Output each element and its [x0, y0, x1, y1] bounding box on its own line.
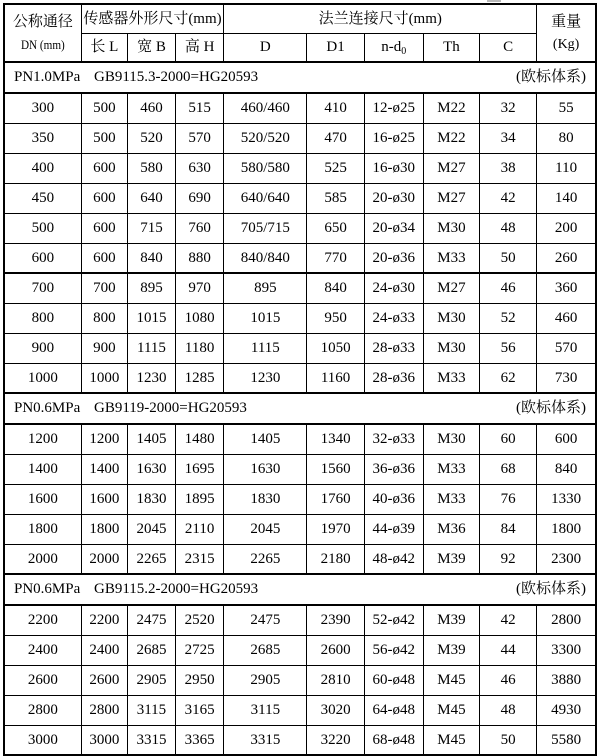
cell-flange-d: 1015: [224, 303, 307, 333]
flange-dimension-table: [3, 3, 597, 756]
cell-weight: 55: [537, 93, 596, 123]
cell-weight: 200: [537, 213, 596, 243]
cell-dn: 2800: [4, 695, 81, 725]
cell-flange-d: 2905: [224, 665, 307, 695]
cell-thread-th: M30: [423, 213, 479, 243]
cell-weight: 360: [537, 273, 596, 303]
cell-dn: 1800: [4, 514, 81, 544]
cell-length-l: 500: [81, 123, 127, 153]
cell-bolt-holes: 56-ø42: [364, 635, 423, 665]
cell-weight: 80: [537, 123, 596, 153]
cell-height-h: 3165: [176, 695, 224, 725]
cell-width-b: 460: [127, 93, 175, 123]
cell-height-h: 515: [176, 93, 224, 123]
cell-length-l: 1800: [81, 514, 127, 544]
cell-flange-d: 580/580: [224, 153, 307, 183]
section-header-content: [5, 69, 595, 86]
cell-c: 52: [480, 303, 537, 333]
table-row-dn-2000: [4, 544, 596, 574]
cell-thread-th: M27: [423, 153, 479, 183]
cell-height-h: 1080: [176, 303, 224, 333]
cell-c: 38: [480, 153, 537, 183]
cell-flange-d: 2045: [224, 514, 307, 544]
cell-length-l: 2000: [81, 544, 127, 574]
table-row-dn-400: [4, 153, 596, 183]
cell-length-l: 600: [81, 213, 127, 243]
col-header-flange-d: D: [224, 33, 307, 62]
cell-c: 56: [480, 333, 537, 363]
cell-flange-d: 1830: [224, 484, 307, 514]
cell-flange-d: 1405: [224, 424, 307, 454]
table-row-dn-1000: [4, 363, 596, 393]
cell-height-h: 760: [176, 213, 224, 243]
cell-flange-d1: 770: [307, 243, 364, 273]
cell-dn: 900: [4, 333, 81, 363]
cell-flange-d1: 840: [307, 273, 364, 303]
table-row-dn-900: [4, 333, 596, 363]
cell-width-b: 1630: [127, 454, 175, 484]
cell-bolt-holes: 24-ø30: [364, 273, 423, 303]
table-row-dn-300: [4, 93, 596, 123]
cell-weight: 2800: [537, 605, 596, 635]
table-row-dn-3000: [4, 725, 596, 755]
cell-width-b: 715: [127, 213, 175, 243]
table-row-dn-1200: [4, 424, 596, 454]
cell-length-l: 1200: [81, 424, 127, 454]
cell-height-h: 3365: [176, 725, 224, 755]
cell-dn: 600: [4, 243, 81, 273]
header-subcolumn-row: [4, 33, 596, 62]
cell-dn: 1600: [4, 484, 81, 514]
cell-flange-d: 640/640: [224, 183, 307, 213]
cell-thread-th: M45: [423, 725, 479, 755]
col-header-dn: [4, 4, 81, 62]
cell-c: 46: [480, 273, 537, 303]
cell-flange-d1: 3020: [307, 695, 364, 725]
section-header-row: [4, 62, 596, 93]
table-row-dn-2800: [4, 695, 596, 725]
cell-dn: 500: [4, 213, 81, 243]
cell-length-l: 600: [81, 183, 127, 213]
cell-dn: 350: [4, 123, 81, 153]
cell-thread-th: M33: [423, 243, 479, 273]
cell-height-h: 630: [176, 153, 224, 183]
cell-width-b: 1230: [127, 363, 175, 393]
cell-height-h: 1695: [176, 454, 224, 484]
section-standard-note: (欧标体系): [516, 400, 586, 417]
section-header-content: [5, 581, 595, 598]
cell-c: 50: [480, 243, 537, 273]
cell-weight: 1800: [537, 514, 596, 544]
cell-thread-th: M33: [423, 484, 479, 514]
cell-weight: 3880: [537, 665, 596, 695]
section-header-cell: [4, 62, 596, 93]
cell-length-l: 2400: [81, 635, 127, 665]
cell-thread-th: M36: [423, 514, 479, 544]
cell-thread-th: M30: [423, 424, 479, 454]
cell-flange-d: 3115: [224, 695, 307, 725]
cell-length-l: 2200: [81, 605, 127, 635]
cell-c: 92: [480, 544, 537, 574]
section-header-cell: [4, 574, 596, 605]
cell-bolt-holes: 48-ø42: [364, 544, 423, 574]
header-group-row: [4, 4, 596, 33]
table-row-dn-700: [4, 273, 596, 303]
col-header-length-l: 长 L: [81, 33, 127, 62]
cell-c: 48: [480, 695, 537, 725]
cell-flange-d1: 2390: [307, 605, 364, 635]
cell-dn: 2600: [4, 665, 81, 695]
cell-length-l: 900: [81, 333, 127, 363]
cell-dn: 3000: [4, 725, 81, 755]
cell-dn: 2400: [4, 635, 81, 665]
cell-bolt-holes: 40-ø36: [364, 484, 423, 514]
cell-flange-d: 2475: [224, 605, 307, 635]
cell-bolt-holes: 20-ø36: [364, 243, 423, 273]
cell-bolt-holes: 12-ø25: [364, 93, 423, 123]
cell-flange-d1: 3220: [307, 725, 364, 755]
section-header-cell: [4, 393, 596, 424]
col-header-weight: [537, 4, 596, 62]
cell-weight: 2300: [537, 544, 596, 574]
table-row-dn-500: [4, 213, 596, 243]
cell-thread-th: M27: [423, 183, 479, 213]
cell-height-h: 690: [176, 183, 224, 213]
section-standard-code: GB9119-2000=HG20593: [94, 400, 247, 417]
cell-c: 34: [480, 123, 537, 153]
cell-bolt-holes: 16-ø25: [364, 123, 423, 153]
cell-weight: 4930: [537, 695, 596, 725]
cell-width-b: 895: [127, 273, 175, 303]
cell-height-h: 1480: [176, 424, 224, 454]
cell-flange-d1: 2600: [307, 635, 364, 665]
table-row-dn-2200: [4, 605, 596, 635]
cell-length-l: 800: [81, 303, 127, 333]
cell-c: 32: [480, 93, 537, 123]
section-pressure-rating: PN0.6MPa: [14, 400, 81, 417]
cell-flange-d1: 410: [307, 93, 364, 123]
cell-width-b: 1830: [127, 484, 175, 514]
table-row-dn-350: [4, 123, 596, 153]
cell-flange-d: 520/520: [224, 123, 307, 153]
cell-width-b: 3315: [127, 725, 175, 755]
table-row-dn-450: [4, 183, 596, 213]
cell-c: 48: [480, 213, 537, 243]
cell-bolt-holes: 64-ø48: [364, 695, 423, 725]
cell-bolt-holes: 32-ø33: [364, 424, 423, 454]
cell-c: 76: [480, 484, 537, 514]
cell-thread-th: M39: [423, 544, 479, 574]
cell-dn: 1000: [4, 363, 81, 393]
cell-flange-d: 2265: [224, 544, 307, 574]
cell-flange-d1: 2810: [307, 665, 364, 695]
col-header-bolt-holes: $n-d_0$: [364, 33, 423, 62]
section-header-row: [4, 393, 596, 424]
cell-thread-th: M39: [423, 605, 479, 635]
cell-c: 68: [480, 454, 537, 484]
col-header-weight-title: 重量: [551, 13, 582, 30]
cell-weight: 5580: [537, 725, 596, 755]
cell-bolt-holes: 52-ø42: [364, 605, 423, 635]
cell-bolt-holes: 24-ø33: [364, 303, 423, 333]
cell-c: 44: [480, 635, 537, 665]
table-row-dn-2400: [4, 635, 596, 665]
cell-dn: 800: [4, 303, 81, 333]
cell-c: 42: [480, 605, 537, 635]
cell-bolt-holes: 36-ø36: [364, 454, 423, 484]
cell-weight: 570: [537, 333, 596, 363]
cell-length-l: 3000: [81, 725, 127, 755]
cell-length-l: 1600: [81, 484, 127, 514]
section-standard-code: GB9115.2-2000=HG20593: [94, 581, 259, 598]
cell-dn: 2000: [4, 544, 81, 574]
cell-width-b: 580: [127, 153, 175, 183]
cell-weight: 460: [537, 303, 596, 333]
col-header-flange-d1: D1: [307, 33, 364, 62]
cell-flange-d1: 470: [307, 123, 364, 153]
col-header-dn-title: 公称通径: [12, 14, 73, 31]
cell-width-b: 1405: [127, 424, 175, 454]
cell-weight: 3300: [537, 635, 596, 665]
section-header-row: [4, 574, 596, 605]
col-header-weight-unit: (Kg): [552, 37, 580, 53]
cell-flange-d: 895: [224, 273, 307, 303]
table-row-dn-1400: [4, 454, 596, 484]
table-row-dn-800: [4, 303, 596, 333]
cell-flange-d1: 650: [307, 213, 364, 243]
cell-length-l: 600: [81, 243, 127, 273]
cell-width-b: 2265: [127, 544, 175, 574]
section-standard-note: (欧标体系): [516, 69, 586, 86]
cell-dn: 700: [4, 273, 81, 303]
cell-length-l: 2800: [81, 695, 127, 725]
cell-dn: 400: [4, 153, 81, 183]
cell-thread-th: M33: [423, 454, 479, 484]
cell-flange-d1: 1340: [307, 424, 364, 454]
cropped-text-artifact: [487, 0, 501, 2]
group-header-flange-dimensions: 法兰连接尺寸(mm): [224, 4, 537, 33]
col-header-thread-th: Th: [423, 33, 479, 62]
cell-length-l: 500: [81, 93, 127, 123]
cell-flange-d1: 1760: [307, 484, 364, 514]
cell-flange-d1: 585: [307, 183, 364, 213]
cell-flange-d: 705/715: [224, 213, 307, 243]
col-header-c: C: [480, 33, 537, 62]
col-header-subscript: 0: [401, 46, 407, 57]
cell-height-h: 1285: [176, 363, 224, 393]
cell-width-b: 2045: [127, 514, 175, 544]
cell-weight: 110: [537, 153, 596, 183]
cell-bolt-holes: 20-ø34: [364, 213, 423, 243]
cell-thread-th: M45: [423, 665, 479, 695]
cell-width-b: 2475: [127, 605, 175, 635]
table-row-dn-600: [4, 243, 596, 273]
cell-weight: 730: [537, 363, 596, 393]
col-header-dn-unit: DN (mm): [20, 36, 65, 52]
cell-bolt-holes: 60-ø48: [364, 665, 423, 695]
col-header-width-b: 宽 B: [127, 33, 175, 62]
cell-c: 50: [480, 725, 537, 755]
cell-c: 60: [480, 424, 537, 454]
cell-c: 62: [480, 363, 537, 393]
cell-weight: 840: [537, 454, 596, 484]
cell-bolt-holes: 28-ø36: [364, 363, 423, 393]
cell-dn: 1200: [4, 424, 81, 454]
cell-height-h: 570: [176, 123, 224, 153]
cell-bolt-holes: 68-ø48: [364, 725, 423, 755]
cell-width-b: 2685: [127, 635, 175, 665]
cell-thread-th: M22: [423, 93, 479, 123]
cell-flange-d: 1230: [224, 363, 307, 393]
cell-dn: 1400: [4, 454, 81, 484]
cell-thread-th: M45: [423, 695, 479, 725]
section-standard-code: GB9115.3-2000=HG20593: [94, 69, 259, 86]
cell-height-h: 970: [176, 273, 224, 303]
cell-thread-th: M39: [423, 635, 479, 665]
cell-thread-th: M22: [423, 123, 479, 153]
cell-width-b: 520: [127, 123, 175, 153]
cell-weight: 1330: [537, 484, 596, 514]
cell-flange-d1: 1050: [307, 333, 364, 363]
cell-length-l: 1000: [81, 363, 127, 393]
cell-flange-d: 840/840: [224, 243, 307, 273]
cell-c: 46: [480, 665, 537, 695]
cell-height-h: 2520: [176, 605, 224, 635]
table-row-dn-1600: [4, 484, 596, 514]
cell-bolt-holes: 44-ø39: [364, 514, 423, 544]
cell-height-h: 1180: [176, 333, 224, 363]
cell-flange-d: 460/460: [224, 93, 307, 123]
cell-height-h: 1895: [176, 484, 224, 514]
cell-dn: 450: [4, 183, 81, 213]
cell-weight: 600: [537, 424, 596, 454]
cell-weight: 260: [537, 243, 596, 273]
cell-height-h: 2315: [176, 544, 224, 574]
cell-bolt-holes: 16-ø30: [364, 153, 423, 183]
cell-thread-th: M27: [423, 273, 479, 303]
cell-height-h: 2110: [176, 514, 224, 544]
cell-length-l: 2600: [81, 665, 127, 695]
cell-width-b: 2905: [127, 665, 175, 695]
cell-length-l: 600: [81, 153, 127, 183]
cell-dn: 2200: [4, 605, 81, 635]
section-header-content: [5, 400, 595, 417]
group-header-sensor-dimensions: 传感器外形尺寸(mm): [81, 4, 223, 33]
section-pressure-rating: PN0.6MPa: [14, 581, 81, 598]
table-row-dn-2600: [4, 665, 596, 695]
cell-flange-d1: 1160: [307, 363, 364, 393]
cell-width-b: 1115: [127, 333, 175, 363]
cell-flange-d1: 950: [307, 303, 364, 333]
cell-width-b: 840: [127, 243, 175, 273]
section-standard-note: (欧标体系): [516, 581, 586, 598]
cell-flange-d1: 525: [307, 153, 364, 183]
cell-flange-d1: 1970: [307, 514, 364, 544]
table-row-dn-1800: [4, 514, 596, 544]
cell-flange-d: 2685: [224, 635, 307, 665]
col-header-height-h: 高 H: [176, 33, 224, 62]
cell-c: 42: [480, 183, 537, 213]
cell-flange-d1: 2180: [307, 544, 364, 574]
cell-width-b: 1015: [127, 303, 175, 333]
cell-width-b: 3115: [127, 695, 175, 725]
cell-flange-d1: 1560: [307, 454, 364, 484]
cell-height-h: 2950: [176, 665, 224, 695]
cell-flange-d: 3315: [224, 725, 307, 755]
cell-flange-d: 1115: [224, 333, 307, 363]
cell-dn: 300: [4, 93, 81, 123]
cell-weight: 140: [537, 183, 596, 213]
cell-bolt-holes: 28-ø33: [364, 333, 423, 363]
cell-flange-d: 1630: [224, 454, 307, 484]
cell-thread-th: M30: [423, 333, 479, 363]
cell-height-h: 2725: [176, 635, 224, 665]
cell-thread-th: M33: [423, 363, 479, 393]
cell-length-l: 700: [81, 273, 127, 303]
cell-length-l: 1400: [81, 454, 127, 484]
cell-width-b: 640: [127, 183, 175, 213]
cell-thread-th: M30: [423, 303, 479, 333]
section-pressure-rating: PN1.0MPa: [14, 69, 81, 86]
cell-bolt-holes: 20-ø30: [364, 183, 423, 213]
cell-c: 84: [480, 514, 537, 544]
cell-height-h: 880: [176, 243, 224, 273]
